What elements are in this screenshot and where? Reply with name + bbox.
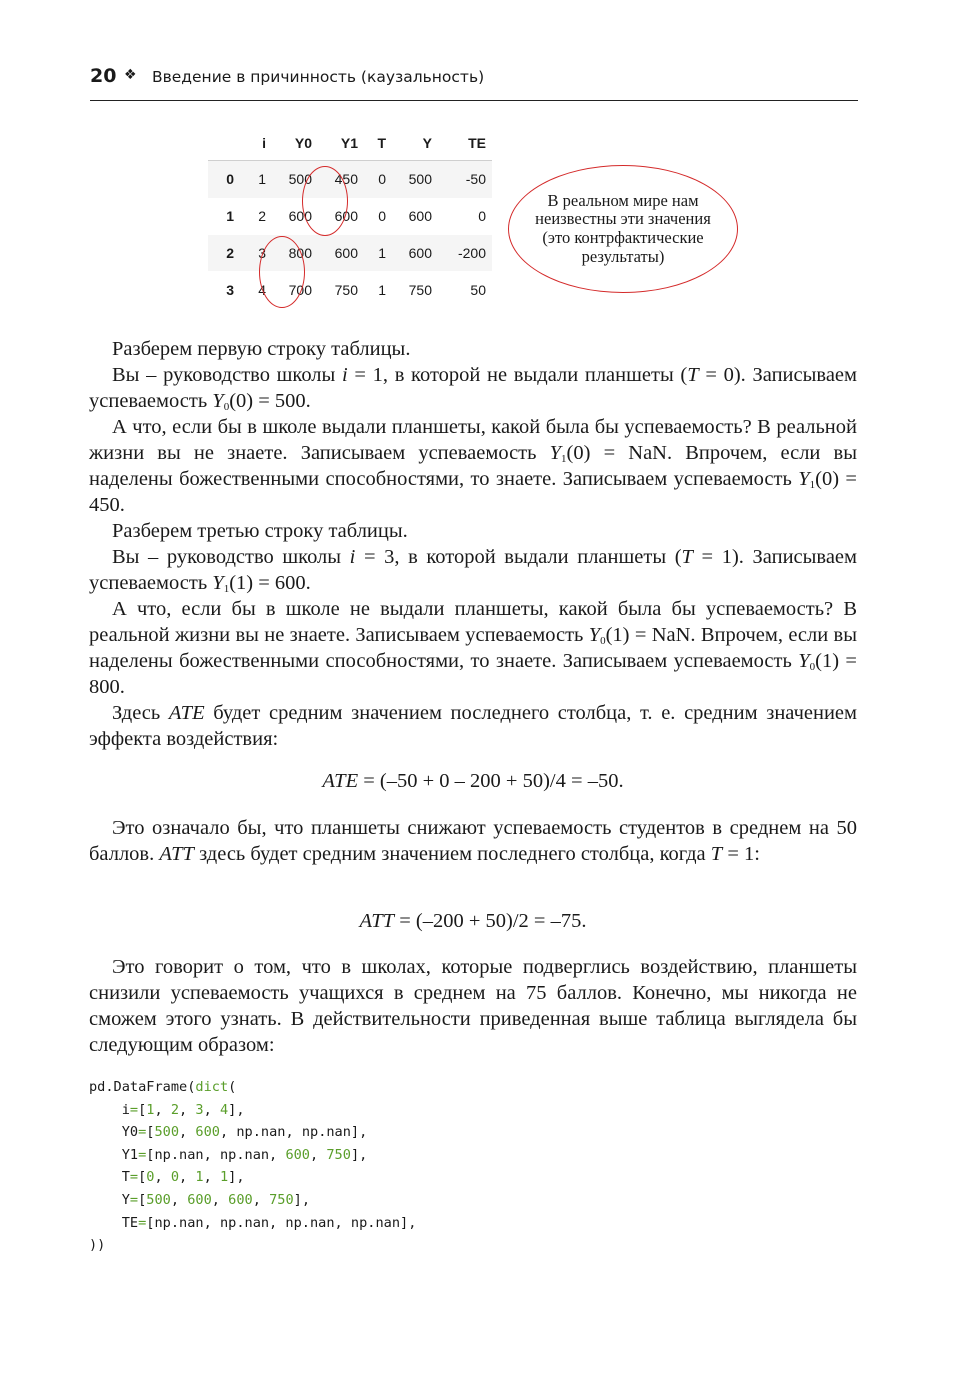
subscript: 1: [809, 479, 816, 491]
text: (1) = 800.: [89, 650, 857, 698]
code-number: 600: [195, 1124, 220, 1141]
math-var: T: [687, 364, 699, 386]
text: = 3, в которой выдали планшеты (: [355, 546, 682, 568]
paragraph: [89, 596, 857, 700]
text: будет средним значением последнего столбца, т. е. средним значением эффекта воздействия:: [89, 702, 858, 750]
table-cell: 3: [258, 244, 266, 261]
text: Это говорит о том, что в школах, которые подверглись воздействию, планшеты снизили успеваемость учащихся в среднем на 75 баллов. Конечно, мы никогда не сможем этого узнать. В действительности приведенная выше таблица выглядела бы следующим образом:: [89, 956, 857, 1056]
code-op: =: [129, 1169, 139, 1186]
code-token: [: [146, 1124, 155, 1141]
code-token: T: [89, 1169, 130, 1186]
math-var: i: [349, 546, 356, 568]
code-number: 600: [228, 1191, 253, 1208]
annotation-text: В реальном мире нам неизвестны эти значения (это контрфактические результаты): [535, 190, 711, 266]
table-cell: 2: [258, 208, 266, 225]
text: (0) = 450.: [89, 468, 857, 516]
code-token: ,: [252, 1191, 270, 1208]
subscript: 0: [223, 401, 230, 413]
table-cell: 700: [288, 281, 312, 298]
subscript: 0: [809, 661, 816, 673]
math-var: ATT: [359, 910, 395, 932]
code-number: 0: [170, 1169, 180, 1186]
math-var: Y: [798, 468, 810, 490]
highlight-ring-y0: [259, 236, 305, 308]
subscript: 1: [561, 453, 567, 465]
text: = (–200 + 50)/2 = –75.: [394, 910, 587, 932]
math-var: ATE: [168, 702, 205, 724]
paragraph: [89, 518, 857, 544]
table-header-row: [208, 126, 492, 161]
code-number: 500: [154, 1124, 180, 1141]
code-token: [np.nan, np.nan,: [146, 1146, 286, 1163]
code-token: ,: [179, 1124, 196, 1141]
text: (0) = NaN. Впрочем, если вы наделены божественными способностями, то знаете. Записываем успеваемость: [89, 442, 857, 490]
code-op: =: [129, 1191, 139, 1208]
table-cell: 1: [378, 281, 386, 298]
table-cell: 450: [334, 171, 358, 188]
text: А что, если бы в школе выдали планшеты, какой была бы успеваемость? В реальной жизни вы не знаете. Записываем успеваемость: [89, 416, 857, 464]
text: = 0). Записываем успеваемость: [89, 364, 857, 412]
code-op: =: [138, 1214, 147, 1231]
math-var: T: [710, 843, 723, 865]
chapter-title: Введение в причинность (каузальность): [152, 68, 485, 86]
math-var: Y: [549, 442, 562, 464]
table-header-cell: [208, 126, 240, 161]
code-token: [: [138, 1169, 147, 1186]
math-var: ATE: [322, 770, 359, 792]
code-line: [89, 1169, 245, 1185]
code-op: =: [138, 1146, 147, 1163]
table-cell: 600: [408, 208, 432, 225]
table-header-cell: Y: [422, 135, 432, 151]
body-text-block-1: [89, 336, 857, 752]
page-number: 20: [90, 65, 117, 87]
code-line: [89, 1192, 310, 1208]
table-cell: 750: [408, 281, 432, 298]
code-line: [89, 1147, 367, 1163]
table-row: [208, 161, 492, 198]
table-cell: 800: [288, 244, 312, 261]
code-token: [: [138, 1191, 147, 1208]
math-var: Y: [212, 572, 224, 594]
table-cell: 0: [378, 171, 386, 188]
table-cell: 0: [478, 208, 486, 225]
code-line: [89, 1215, 416, 1231]
table-header-cell: Y1: [340, 135, 358, 151]
code-number: 2: [170, 1101, 180, 1118]
code-token: ,: [179, 1169, 196, 1186]
code-number: 3: [195, 1101, 204, 1118]
code-number: 750: [326, 1146, 351, 1163]
text: Разберем третью строку таблицы.: [112, 520, 408, 542]
table-cell: 600: [334, 244, 358, 261]
table-row: [208, 271, 492, 308]
code-number: 0: [146, 1169, 155, 1186]
text: (1) = NaN. Впрочем, если вы наделены божественными способностями, то знаете. Записываем успеваемость: [89, 624, 857, 672]
code-number: 1: [146, 1101, 155, 1118]
body-text-block-3: [89, 954, 857, 1058]
formula-att: [89, 910, 857, 933]
paragraph: [89, 336, 857, 362]
paragraph: [89, 414, 857, 518]
paragraph: [89, 362, 857, 414]
table-row: [208, 235, 492, 272]
code-token: ,: [203, 1169, 220, 1186]
text: здесь будет средним значением последнего столбца, когда: [193, 843, 711, 865]
code-token: ],: [228, 1169, 245, 1186]
code-token: TE: [89, 1214, 139, 1231]
row-index: 0: [226, 171, 234, 188]
table-cell: 600: [288, 208, 312, 225]
paragraph: [89, 815, 857, 867]
annotation-callout: [508, 165, 738, 293]
paragraph: [89, 700, 857, 752]
math-var: T: [681, 546, 693, 568]
table-cell: 1: [378, 244, 386, 261]
table-cell: -200: [457, 244, 486, 261]
row-index: 2: [226, 244, 234, 261]
paragraph: [89, 954, 857, 1058]
code-block: [89, 1076, 416, 1257]
code-token: Y1: [89, 1146, 139, 1163]
text: Здесь: [112, 702, 169, 724]
code-token: i: [89, 1101, 130, 1118]
code-number: 600: [285, 1146, 310, 1163]
paragraph: [89, 544, 857, 596]
code-token: ],: [293, 1191, 311, 1208]
row-index: 3: [226, 281, 234, 298]
text: = (–50 + 0 – 200 + 50)/4 = –50.: [358, 770, 624, 792]
code-token: (: [228, 1079, 237, 1095]
text: Вы – руководство школы: [112, 546, 350, 568]
page-header: [90, 64, 858, 101]
table-cell: 50: [470, 281, 486, 298]
table-cell: 750: [334, 281, 358, 298]
code-token: ,: [170, 1191, 188, 1208]
math-var: Y: [798, 650, 810, 672]
table-header-cell: i: [262, 135, 266, 151]
code-line: [89, 1124, 367, 1140]
text: = 1, в которой не выдали планшеты (: [347, 364, 688, 386]
subscript: 1: [223, 583, 230, 595]
formula-ate: [89, 770, 857, 793]
code-token: ,: [179, 1101, 196, 1118]
code-token: ,: [154, 1101, 171, 1118]
highlight-ring-y1: [302, 166, 348, 236]
code-builtin: dict: [195, 1079, 229, 1095]
table-header-cell: TE: [468, 135, 486, 151]
body-text-block-2: [89, 815, 857, 867]
math-var: ATT: [159, 843, 194, 865]
code-token: ],: [350, 1146, 368, 1163]
code-number: 500: [146, 1191, 171, 1208]
row-index: 1: [226, 208, 234, 225]
code-token: pd.DataFrame(: [89, 1079, 196, 1095]
text: Это означало бы, что планшеты снижают успеваемость студентов в среднем на 50 баллов.: [89, 817, 857, 865]
subscript: 0: [600, 635, 606, 647]
code-token: ,: [203, 1101, 220, 1118]
table-cell: -50: [465, 171, 486, 188]
code-number: 1: [195, 1169, 204, 1186]
table-cell: 500: [408, 171, 432, 188]
text: (1) = 600.: [229, 572, 311, 594]
code-line: )): [89, 1237, 106, 1254]
table-header-cell: Y0: [294, 135, 312, 151]
code-number: 600: [187, 1191, 212, 1208]
math-var: i: [342, 364, 348, 386]
dataframe-table: [208, 126, 492, 308]
table-header-cell: T: [377, 135, 386, 151]
code-number: 750: [269, 1191, 294, 1208]
code-token: ,: [154, 1169, 171, 1186]
code-token: ,: [310, 1146, 327, 1163]
code-line: [89, 1079, 236, 1095]
code-token: [np.nan, np.nan, np.nan, np.nan],: [146, 1214, 417, 1231]
table-cell: 600: [408, 244, 432, 261]
code-number: 1: [219, 1169, 229, 1186]
code-op: =: [138, 1124, 147, 1141]
table-cell: 500: [288, 171, 312, 188]
code-token: [: [138, 1101, 147, 1118]
code-token: Y0: [89, 1124, 139, 1141]
table-cell: 4: [258, 281, 266, 298]
text: Разберем первую строку таблицы.: [112, 338, 411, 360]
text: Вы – руководство школы: [112, 364, 342, 386]
math-var: Y: [588, 624, 601, 646]
code-token: ,: [211, 1191, 229, 1208]
code-token: ],: [228, 1101, 245, 1118]
table-row: [208, 198, 492, 235]
text: (0) = 500.: [229, 390, 311, 412]
code-op: =: [129, 1101, 139, 1118]
code-token: Y: [89, 1191, 130, 1208]
table-cell: 1: [258, 171, 266, 188]
text: А что, если бы в школе не выдали планшеты, какой была бы успеваемость? В реальной жизни вы не знаете. Записываем успеваемость: [89, 598, 857, 646]
separator-icon: ❖: [124, 67, 137, 83]
text: = 1:: [722, 843, 760, 865]
code-number: 4: [219, 1101, 229, 1118]
code-token: , np.nan, np.nan],: [219, 1124, 368, 1141]
text: = 1). Записываем успеваемость: [89, 546, 857, 594]
code-line: [89, 1102, 245, 1118]
table-cell: 600: [334, 208, 358, 225]
table-cell: 0: [378, 208, 386, 225]
math-var: Y: [212, 390, 224, 412]
